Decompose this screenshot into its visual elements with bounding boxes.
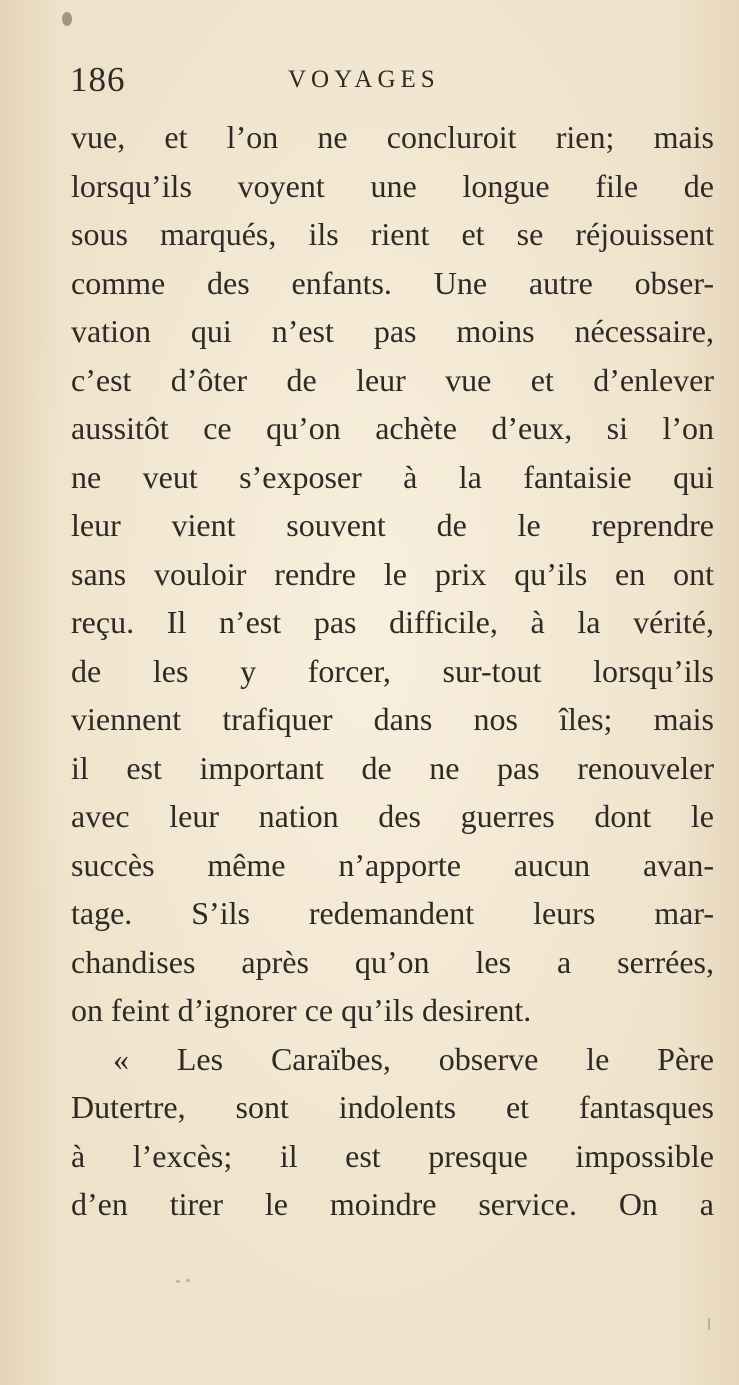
ink-mark <box>62 12 72 26</box>
text-line: d’en tirer le moindre service. On a <box>71 1186 714 1222</box>
body-text <box>71 113 714 1229</box>
text-line: à l’excès; il est presque impossible <box>71 1137 714 1174</box>
text-line: comme des enfants. Une autre obser- <box>71 264 714 301</box>
text-line: aussitôt ce qu’on achète d’eux, si l’on <box>71 410 714 446</box>
paper-speck <box>186 1279 190 1282</box>
text-line: sous marqués, ils rient et se réjouissent <box>71 216 714 252</box>
text-line: on feint d’ignorer ce qu’ils desirent. <box>71 992 532 1028</box>
paper-speck <box>176 1280 180 1283</box>
text-line: lorsqu’ils voyent une longue file de <box>71 167 714 204</box>
text-line: chandises après qu’on les a serrées, <box>71 943 714 980</box>
text-line: tage. S’ils redemandent leurs mar- <box>71 895 714 931</box>
text-line: sans vouloir rendre le prix qu’ils en ont <box>71 555 714 592</box>
text-line: leur vient souvent de le reprendre <box>71 507 714 543</box>
text-line: « Les Caraïbes, observe le Père <box>113 1040 714 1077</box>
page-number: 186 <box>70 60 126 99</box>
text-line: ne veut s’exposer à la fantaisie qui <box>71 458 714 495</box>
text-line: viennent trafiquer dans nos îles; mais <box>71 701 714 737</box>
text-line: vation qui n’est pas moins nécessaire, <box>71 313 714 349</box>
text-line: Dutertre, sont indolents et fantasques <box>71 1089 714 1125</box>
text-line: reçu. Il n’est pas difficile, à la vérité, <box>71 604 714 640</box>
text-line: succès même n’apporte aucun avan- <box>71 846 714 883</box>
text-line: il est important de ne pas renouveler <box>71 749 714 786</box>
text-line: vue, et l’on ne concluroit rien; mais <box>71 119 714 155</box>
paper-speck <box>708 1318 710 1330</box>
text-line: avec leur nation des guerres dont le <box>71 798 714 834</box>
page-header <box>70 58 510 102</box>
text-line: de les y forcer, sur-tout lorsqu’ils <box>71 652 714 689</box>
text-line: c’est d’ôter de leur vue et d’enlever <box>71 361 714 398</box>
running-title: VOYAGES <box>288 66 440 93</box>
